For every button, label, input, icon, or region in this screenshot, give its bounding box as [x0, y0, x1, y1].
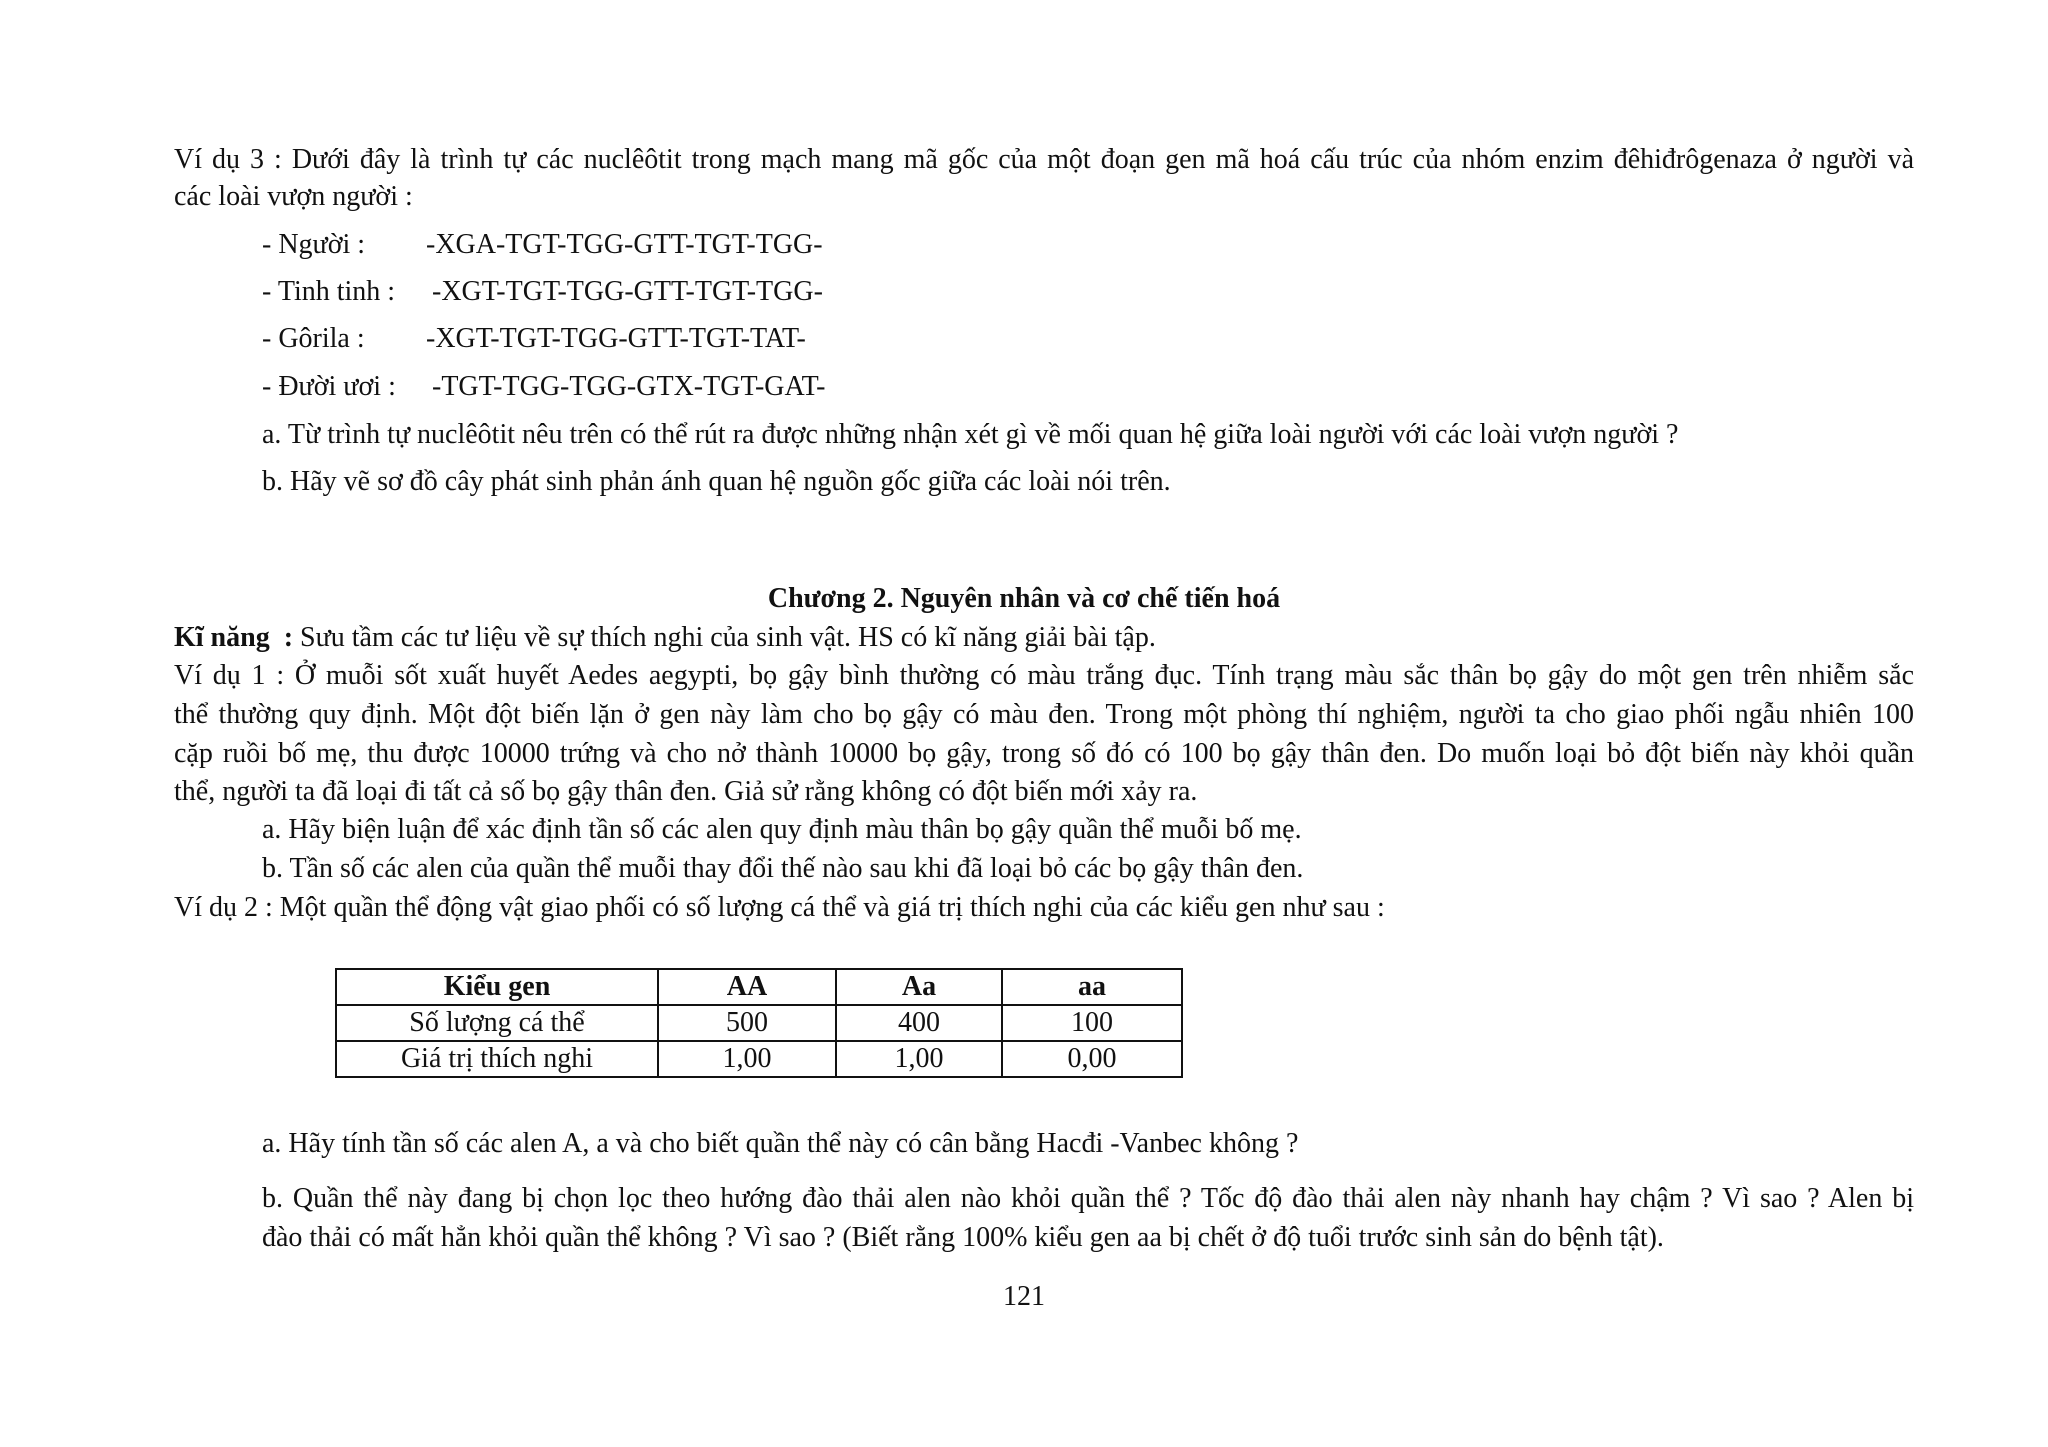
sequence-label-chimpanzee: - Tinh tinh : — [262, 276, 396, 307]
skills-text: Sưu tầm các tư liệu về sự thích nghi của sinh vật. HS có kĩ năng giải bài tập. — [293, 622, 1156, 653]
example3-question-b: b. Hãy vẽ sơ đồ cây phát sinh phản ánh quan hệ nguồn gốc giữa các loài nói trên. — [262, 466, 1171, 497]
table-cell: Số lượng cá thể — [336, 1005, 658, 1041]
table-header-cell: aa — [1002, 969, 1182, 1005]
sequence-value-chimpanzee: -XGT-TGT-TGG-GTT-TGT-TGG- — [432, 276, 823, 307]
sequence-value-gorilla: -XGT-TGT-TGG-GTT-TGT-TAT- — [426, 323, 806, 354]
table-header-row — [336, 969, 1182, 1005]
example3-line1: Ví dụ 3 : Dưới đây là trình tự các nuclêôtit trong mạch mang mã gốc của một đoạn gen mã hoá cấu trúc của nhóm enzim đêhiđrôgenaza ở người và — [174, 144, 1914, 175]
example1-question-b: b. Tần số các alen của quần thể muỗi thay đổi thế nào sau khi đã loại bỏ các bọ gậy thân đen. — [262, 853, 1304, 884]
chapter-title: Chương 2. Nguyên nhân và cơ chế tiến hoá — [767, 583, 1281, 614]
table-header-cell: Aa — [836, 969, 1002, 1005]
example2-question-b-line1: b. Quần thể này đang bị chọn lọc theo hướng đào thải alen nào khỏi quần thể ? Tốc độ đào thải alen này nhanh hay chậm ? Vì sao ? Alen bị — [262, 1183, 1914, 1214]
example2-intro: Ví dụ 2 : Một quần thể động vật giao phối có số lượng cá thể và giá trị thích nghi của các kiểu gen như sau : — [174, 892, 1385, 923]
table-row — [336, 1041, 1182, 1077]
table-header-cell: Kiểu gen — [336, 969, 658, 1005]
sequence-label-gorilla: - Gôrila : — [262, 323, 365, 354]
page-number: 121 — [1003, 1281, 1045, 1312]
table-cell: 400 — [836, 1005, 1002, 1041]
example1-question-a: a. Hãy biện luận để xác định tần số các alen quy định màu thân bọ gậy quần thể muỗi bố mẹ. — [262, 814, 1302, 845]
example3-question-a: a. Từ trình tự nuclêôtit nêu trên có thể rút ra được những nhận xét gì về mối quan hệ giữa loài người với các loài vượn người ? — [262, 419, 1679, 450]
table-cell: Giá trị thích nghi — [336, 1041, 658, 1077]
example2-question-a: a. Hãy tính tần số các alen A, a và cho biết quần thể này có cân bằng Hacđi -Vanbec không ? — [262, 1128, 1299, 1159]
sequence-value-human: -XGA-TGT-TGG-GTT-TGT-TGG- — [426, 229, 823, 260]
skills-label: Kĩ năng : — [174, 622, 294, 653]
table-row — [336, 1005, 1182, 1041]
sequence-label-human: - Người : — [262, 229, 366, 260]
example1-line2: thể thường quy định. Một đột biến lặn ở gen này làm cho bọ gậy có màu đen. Trong một phòng thí nghiệm, người ta cho giao phối ngẫu nhiên 100 — [174, 699, 1914, 730]
table-cell: 500 — [658, 1005, 836, 1041]
example1-line3: cặp ruồi bố mẹ, thu được 10000 trứng và cho nở thành 10000 bọ gậy, trong số đó có 100 bọ gậy thân đen. Do muốn loại bỏ đột biến này khỏi quần — [174, 738, 1914, 769]
sequence-value-orangutan: -TGT-TGG-TGG-GTX-TGT-GAT- — [432, 371, 826, 402]
table-cell: 1,00 — [836, 1041, 1002, 1077]
table-cell: 100 — [1002, 1005, 1182, 1041]
example3-line2: các loài vượn người : — [174, 181, 413, 212]
skills-line — [174, 624, 1156, 652]
genotype-table — [335, 968, 1183, 1078]
table-header-cell: AA — [658, 969, 836, 1005]
example1-line4: thể, người ta đã loại đi tất cả số bọ gậy thân đen. Giả sử rằng không có đột biến mới xảy ra. — [174, 776, 1198, 807]
example2-question-b-line2: đào thải có mất hẳn khỏi quần thể không ? Vì sao ? (Biết rằng 100% kiểu gen aa bị chết ở độ tuổi trước sinh sản do bệnh tật). — [262, 1222, 1664, 1253]
table-cell: 1,00 — [658, 1041, 836, 1077]
example1-line1: Ví dụ 1 : Ở muỗi sốt xuất huyết Aedes aegypti, bọ gậy bình thường có màu trắng đục. Tính trạng màu sắc thân bọ gậy do một gen trên nhiễm sắc — [174, 660, 1914, 691]
table-cell: 0,00 — [1002, 1041, 1182, 1077]
sequence-label-orangutan: - Đười ươi : — [262, 371, 396, 402]
